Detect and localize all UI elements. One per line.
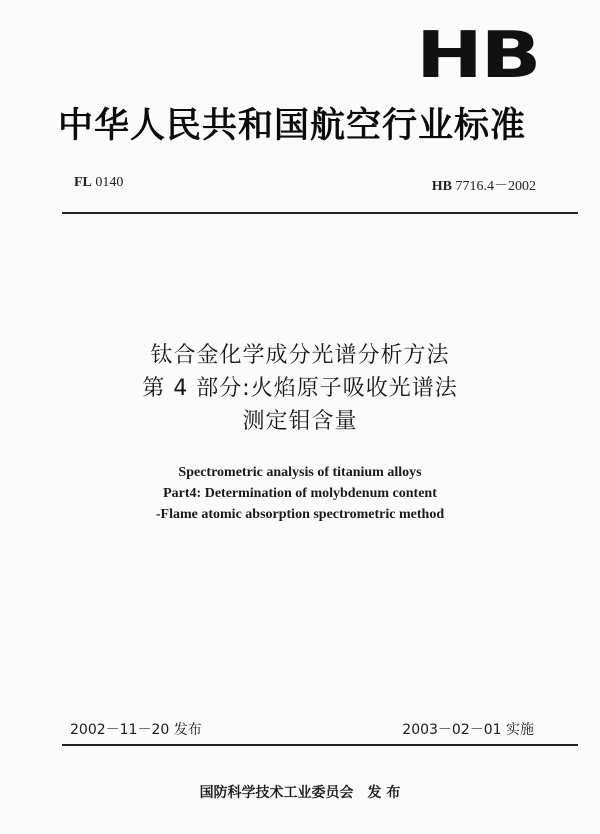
en-title-line-1: Spectrometric analysis of titanium alloys xyxy=(178,465,422,480)
org-title: 中华人民共和国航空行业标准 xyxy=(58,106,527,146)
en-title-line-3: -Flame atomic absorption spectrometric method xyxy=(155,507,445,522)
standard-number-value: 7716.4－2002 xyxy=(455,179,536,194)
issue-date: 2002－11－20 发布 xyxy=(70,722,202,738)
top-divider xyxy=(62,212,578,214)
cn-title-line-2: 第 4 部分:火焰原子吸收光谱法 xyxy=(142,376,458,401)
standard-prefix: HB xyxy=(431,179,452,194)
classification-code xyxy=(74,175,123,191)
issuing-authority: 国防科学技术工业委员会 发 布 xyxy=(199,785,401,801)
hb-logo: HB xyxy=(416,19,539,93)
cn-title-line-3: 测定钼含量 xyxy=(242,409,358,434)
effective-date: 2003－02－01 实施 xyxy=(402,722,534,738)
classification-number: 0140 xyxy=(95,175,124,190)
bottom-divider xyxy=(62,744,578,746)
standard-number xyxy=(432,175,536,195)
en-title-line-2: Part4: Determination of molybdenum content xyxy=(163,486,437,501)
classification-prefix: FL xyxy=(74,175,92,190)
cn-title-line-1: 钛合金化学成分光谱分析方法 xyxy=(150,343,450,368)
